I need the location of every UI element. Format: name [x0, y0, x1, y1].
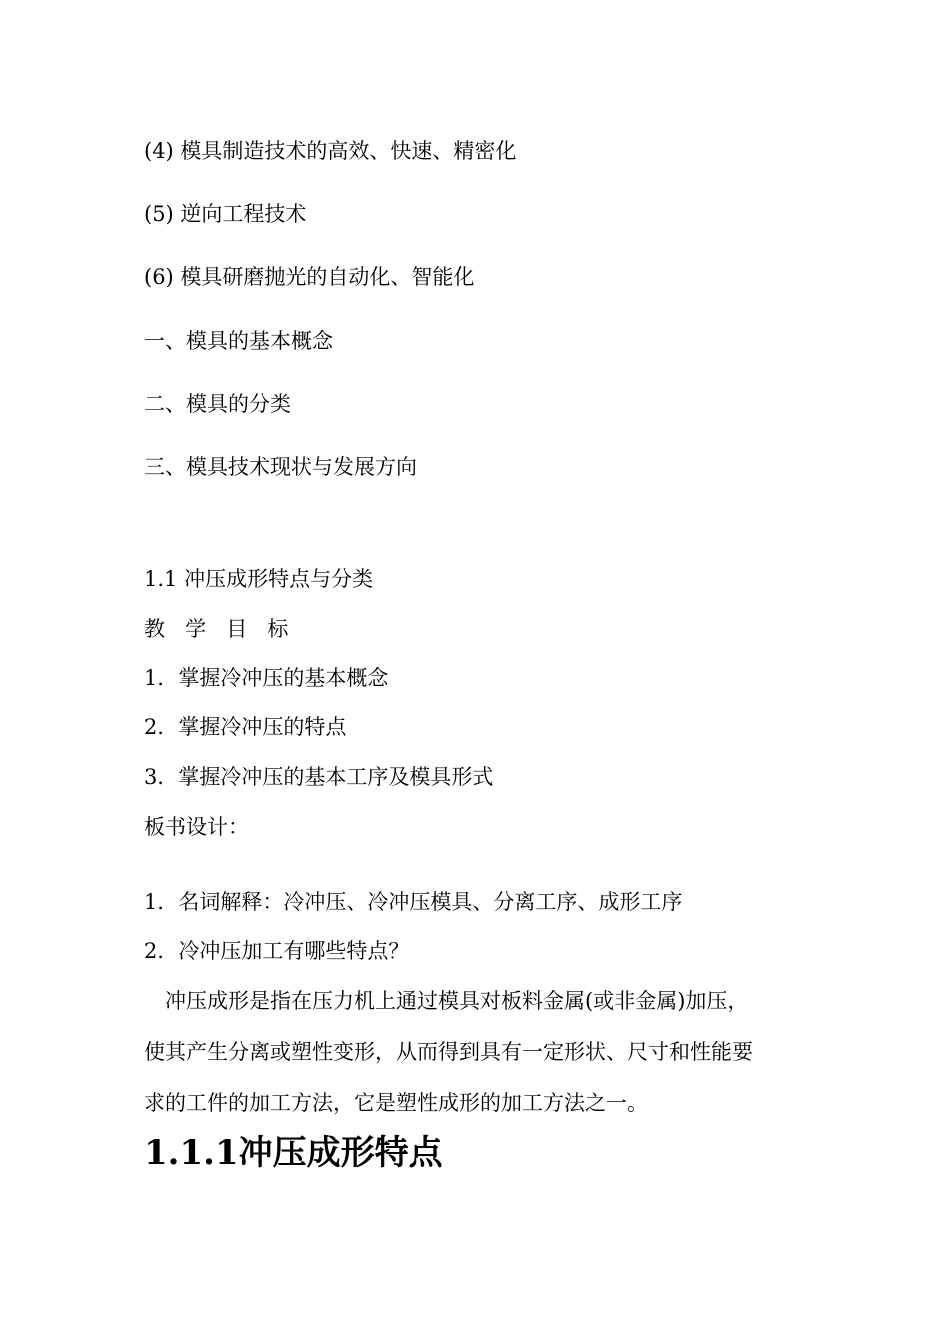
- subheading: 1.1.1冲压成形特点: [144, 1133, 443, 1173]
- outline-item-2: 二、模具的分类: [144, 392, 291, 416]
- paragraph-line-3: 求的工件的加工方法，它是塑性成形的加工方法之一。: [144, 1091, 648, 1115]
- goal-item-3: 3．掌握冷冲压的基本工序及模具形式: [144, 765, 494, 789]
- paragraph-line-1: 冲压成形是指在压力机上通过模具对板料金属(或非金属)加压，: [144, 989, 749, 1013]
- board-item-1: 1．名词解释：冷冲压、冷冲压模具、分离工序、成形工序: [144, 890, 683, 914]
- outline-item-3: 三、模具技术现状与发展方向: [144, 455, 417, 479]
- outline-item-1: 一、模具的基本概念: [144, 329, 333, 353]
- goal-item-2: 2．掌握冷冲压的特点: [144, 715, 347, 739]
- goal-item-1: 1．掌握冷冲压的基本概念: [144, 666, 389, 690]
- list-item-6: (6) 模具研磨抛光的自动化、智能化: [144, 265, 475, 289]
- list-item-5: (5) 逆向工程技术: [144, 202, 307, 226]
- paragraph-line-2: 使其产生分离或塑性变形，从而得到具有一定形状、尺寸和性能要: [144, 1040, 753, 1064]
- board-item-2: 2．冷冲压加工有哪些特点？: [144, 939, 410, 963]
- board-design-label: 板书设计：: [144, 815, 249, 839]
- teaching-goals-label: 教 学 目 标: [144, 617, 296, 641]
- section-title: 1.1 冲压成形特点与分类: [144, 567, 374, 591]
- list-item-4: (4) 模具制造技术的高效、快速、精密化: [144, 139, 517, 163]
